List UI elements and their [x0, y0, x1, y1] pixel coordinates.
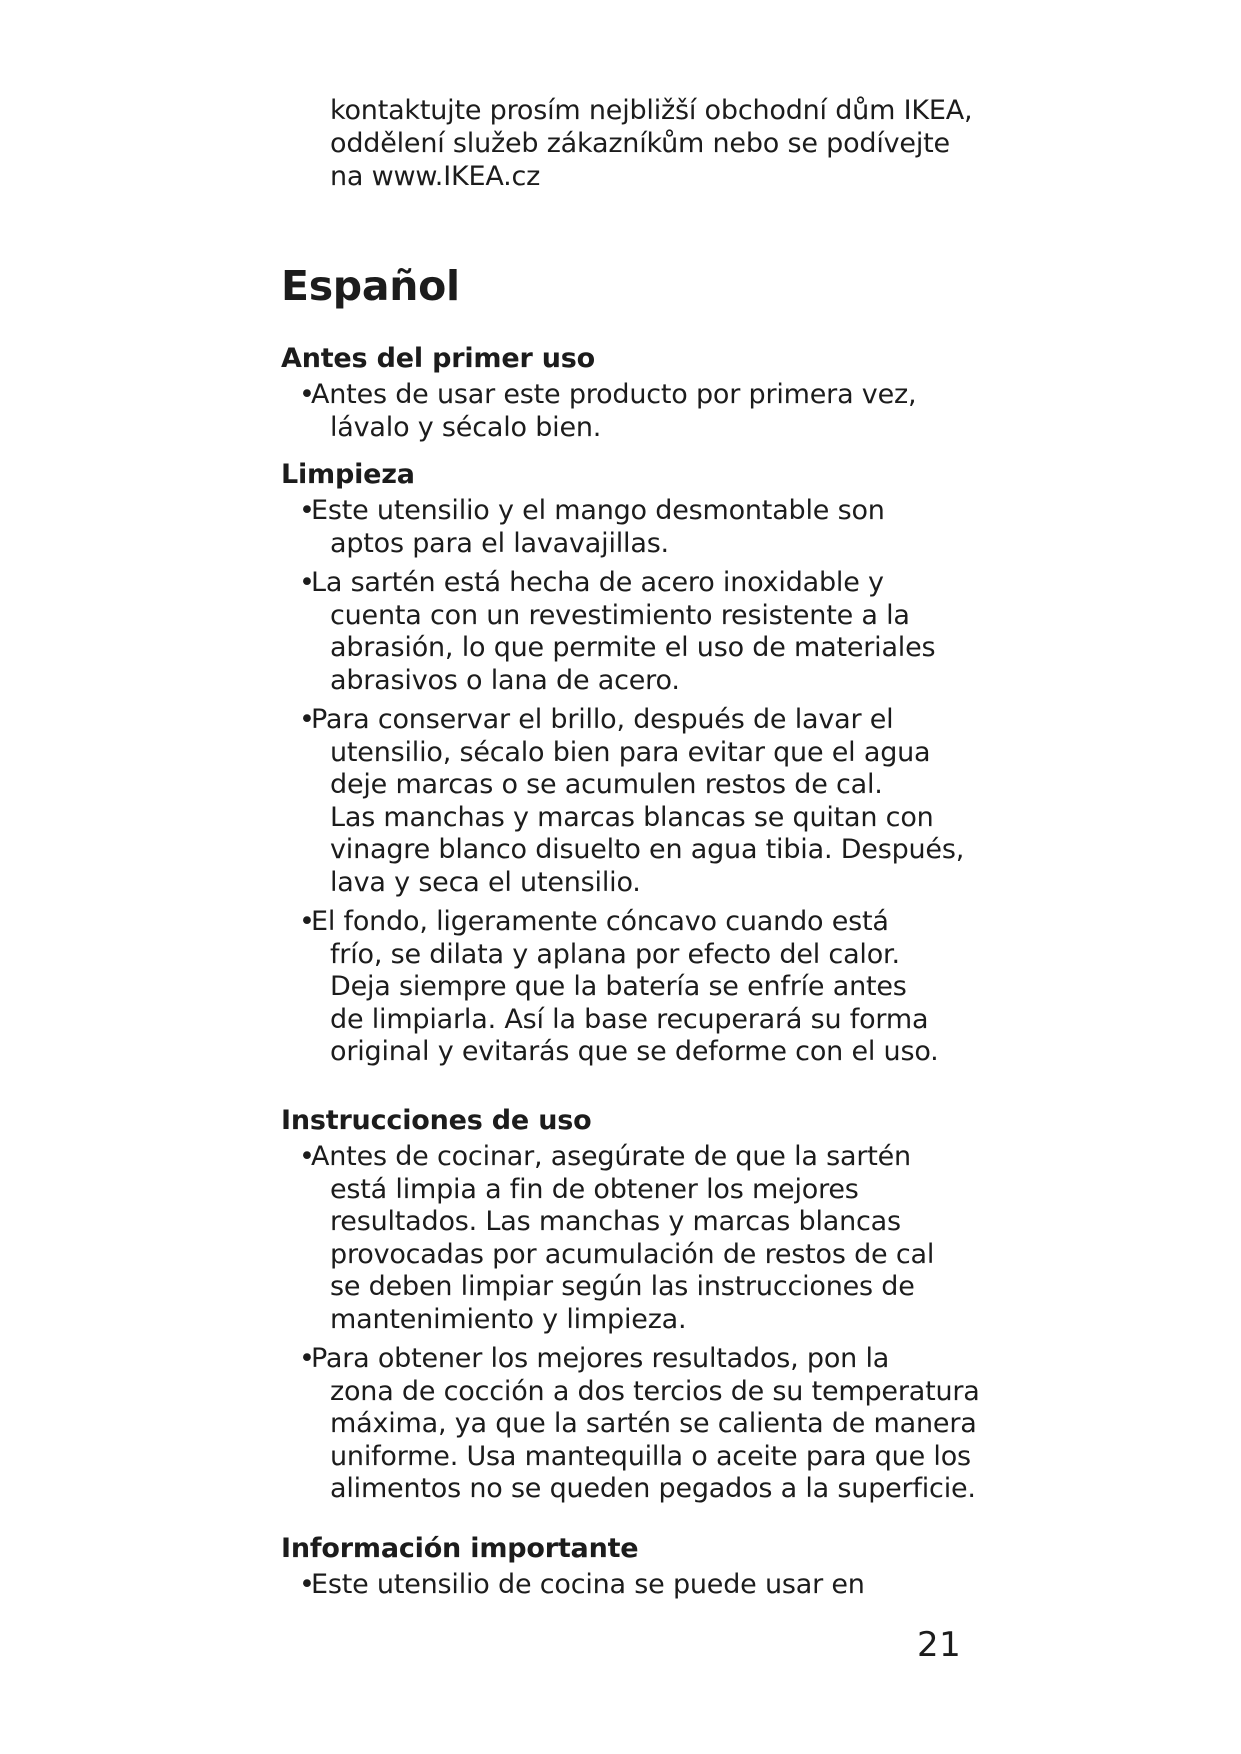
list-item-line: abrasivos o lana de acero. — [330, 664, 680, 696]
list-item-line: Las manchas y marcas blancas se quitan con — [330, 801, 934, 833]
list-item-line: de limpiarla. Así la base recuperará su forma — [330, 1003, 929, 1035]
section — [281, 1532, 1061, 1609]
list-item-line: Antes de usar este producto por primera vez, — [311, 379, 917, 410]
list-item-line: mantenimiento y limpieza. — [330, 1303, 687, 1335]
bullet-list — [281, 495, 1061, 1069]
list-item — [281, 379, 1061, 444]
language-heading: Español — [281, 262, 460, 310]
list-item-line: lava y seca el utensilio. — [330, 866, 641, 898]
bullet-list — [281, 1141, 1061, 1506]
bullet-icon: • — [299, 1569, 315, 1600]
list-item — [281, 567, 1061, 697]
list-item — [281, 906, 1061, 1069]
list-item-line: cuenta con un revestimiento resistente a la — [330, 599, 910, 631]
list-item-line: máxima, ya que la sartén se calienta de manera — [330, 1408, 977, 1439]
list-item — [281, 495, 1061, 560]
list-item-line: Antes de cocinar, asegúrate de que la sartén — [311, 1141, 911, 1172]
list-item — [281, 704, 1061, 899]
intro-line: oddělení služeb zákazníkům nebo se podívejte — [330, 128, 950, 159]
list-item-line: La sartén está hecha de acero inoxidable y — [311, 567, 884, 598]
section-heading: Limpieza — [281, 459, 415, 490]
list-item-line: Este utensilio de cocina se puede usar en — [311, 1569, 865, 1600]
bullet-icon: • — [299, 495, 315, 526]
list-item-line: alimentos no se queden pegados a la superficie. — [330, 1473, 976, 1504]
list-item-line: uniforme. Usa mantequilla o aceite para que los — [330, 1440, 971, 1472]
list-item-line: aptos para el lavavajillas. — [330, 527, 669, 559]
section — [281, 458, 1061, 1076]
list-item — [281, 1141, 1061, 1336]
list-item-line: original y evitarás que se deforme con el uso. — [330, 1036, 939, 1067]
bullet-icon: • — [299, 567, 315, 598]
list-item — [281, 1343, 1061, 1506]
section-heading: Antes del primer uso — [281, 343, 596, 374]
section — [281, 1104, 1061, 1513]
bullet-list — [281, 1569, 1061, 1602]
section — [281, 342, 1061, 451]
bullet-icon: • — [299, 906, 315, 937]
list-item-line: utensilio, sécalo bien para evitar que el agua — [330, 736, 931, 768]
list-item-line: abrasión, lo que permite el uso de materiales — [330, 632, 936, 663]
bullet-list — [281, 379, 1061, 444]
list-item-line: Este utensilio y el mango desmontable son — [311, 495, 885, 526]
section-heading: Información importante — [281, 1533, 639, 1564]
list-item — [281, 1569, 1061, 1602]
list-item-line: frío, se dilata y aplana por efecto del calor. — [330, 938, 900, 970]
list-item-line: Deja siempre que la batería se enfríe antes — [330, 971, 907, 1002]
list-item-line: está limpia a fin de obtener los mejores — [330, 1173, 859, 1205]
list-item-line: vinagre blanco disuelto en agua tibia. Después, — [330, 834, 965, 865]
intro-paragraph — [330, 94, 1030, 193]
list-item-line: Para obtener los mejores resultados, pon la — [311, 1343, 890, 1374]
list-item-line: Para conservar el brillo, después de lavar el — [311, 704, 894, 735]
intro-line: kontaktujte prosím nejbližší obchodní dům IKEA, — [330, 95, 973, 126]
list-item-line: lávalo y sécalo bien. — [330, 411, 602, 443]
list-item-line: zona de cocción a dos tercios de su temperatura — [330, 1375, 980, 1407]
bullet-icon: • — [299, 379, 315, 410]
list-item-line: se deben limpiar según las instrucciones de — [330, 1271, 915, 1302]
list-item-line: deje marcas o se acumulen restos de cal. — [330, 769, 883, 800]
list-item-line: El fondo, ligeramente cóncavo cuando está — [311, 906, 889, 937]
page-number: 21 — [917, 1625, 962, 1665]
list-item-line: resultados. Las manchas y marcas blancas — [330, 1206, 901, 1237]
intro-line: na www.IKEA.cz — [330, 161, 541, 192]
bullet-icon: • — [299, 1141, 315, 1172]
section-heading: Instrucciones de uso — [281, 1105, 592, 1136]
bullet-icon: • — [299, 704, 315, 735]
bullet-icon: • — [299, 1343, 315, 1374]
list-item-line: provocadas por acumulación de restos de cal — [330, 1238, 935, 1270]
